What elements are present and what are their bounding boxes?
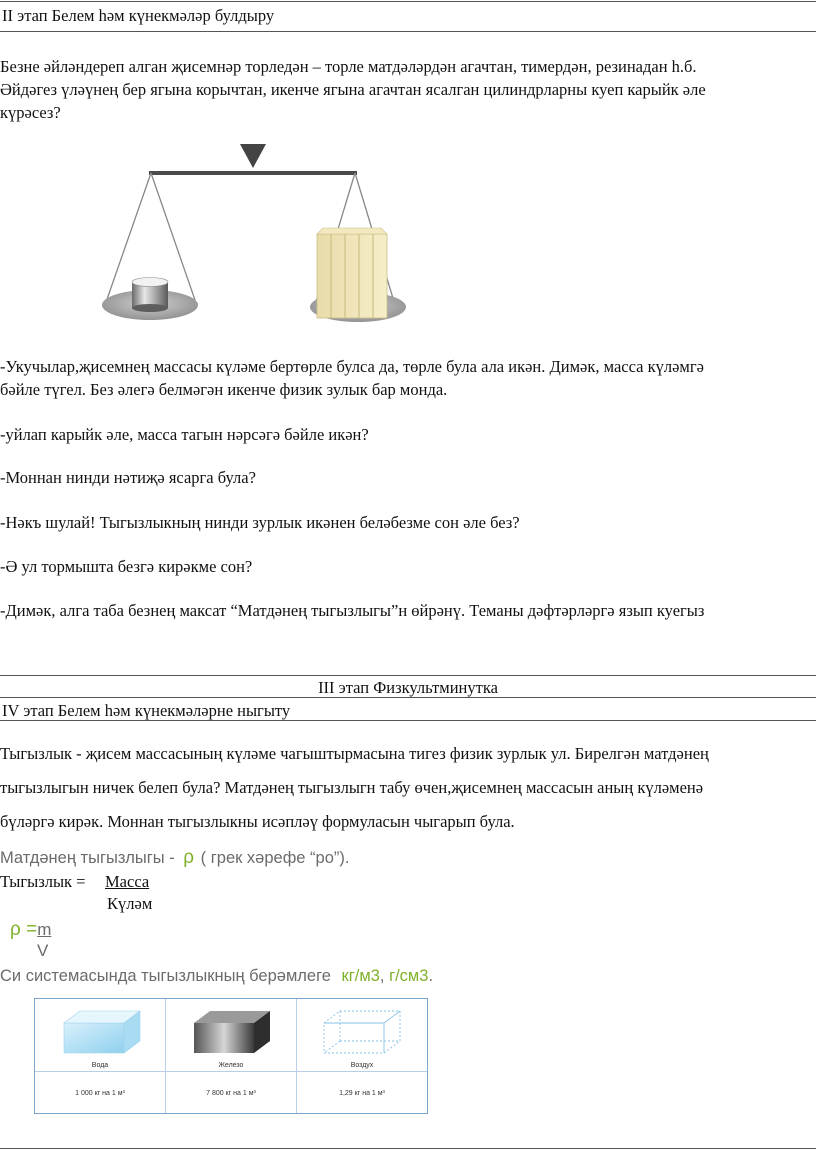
question: -Ә ул тормышта безгә кирәкме сон? — [0, 557, 253, 576]
units-separator: , — [379, 967, 385, 985]
rho-symbol: ρ — [183, 847, 195, 868]
unit-kg-m3: кг/м3 — [341, 967, 380, 985]
question: -Димәк, алга таба безнең максат “Матдәнең тыгызлыгы”н өйрәнү. Теманы дәфтәрләргә язып куегыз — [0, 601, 705, 620]
air-block-image — [320, 1009, 404, 1055]
section-3-rule-top — [0, 675, 816, 676]
section-4-heading: IV этап Белем һәм күнекмәләрне ныгыту — [2, 701, 291, 720]
question: -Моннан нинди нәтиҗә ясарга була? — [0, 468, 256, 487]
intro-text: күрәсез? — [0, 103, 61, 122]
formula-numerator: Масса — [105, 872, 150, 891]
intro-text: Безне әйләндереп алган җисемнәр торледән – торле матдәләрдән агачтан, тимердән, резинадан h.б. — [0, 57, 697, 76]
wooden-block — [317, 228, 387, 318]
volume-letter: V — [37, 941, 49, 960]
paragraph: бәйле түгел. Без әлегә белмәгән икенче физик зулык бар монда. — [0, 380, 448, 399]
paragraph: -Укучылар,җисемнең массасы күләме бертөрле булса да, төрле була ала икән. Димәк, масса күләмгә — [0, 357, 704, 376]
scale-beam — [149, 171, 357, 175]
definition-text: тыгызлыгын ничек белеп була? Матдәнең тыгызлыгн табу өчен,җисемнең массасын аның күләменә — [0, 778, 704, 797]
definition-text: Тыгызлык - җисем массасының күләме чагыштырмасына тигез физик зурлык ул. Бирелгән матдәнең — [0, 744, 709, 763]
section-2-rule — [0, 31, 816, 32]
density-label: Матдәнең тыгызлыгы - — [0, 849, 175, 867]
intro-text: Әйдәгез үләүнең бер ягына корычтан, икенче ягына агачтан ясалган цилиндрларны куеп карыйк әле — [0, 80, 706, 99]
formula-label: Тыгызлык = — [0, 872, 86, 891]
balance-scale-illustration — [95, 140, 435, 330]
material-name: Вода — [91, 1062, 109, 1069]
iron-block-image — [190, 1009, 274, 1055]
question: -уйлап карыйк әле, масса тагын нәрсәгә бәйле икән? — [0, 425, 369, 444]
units-period: . — [428, 967, 434, 985]
section-2-heading: II этап Белем һәм күнекмәләр булдыру — [2, 6, 275, 25]
top-rule — [0, 1, 816, 2]
material-density: 1 000 кг на 1 м³ — [75, 1090, 125, 1097]
formula-denominator: Күләм — [107, 894, 153, 913]
section-3-heading: III этап Физкультминутка — [318, 678, 498, 697]
material-name: Железо — [218, 1062, 244, 1069]
definition-text: бүләргә кирәк. Моннан тыгызлыкны исәпләү формуласын чыгарып була. — [0, 812, 515, 831]
rho-symbol: ρ = — [10, 919, 38, 940]
rho-formula — [10, 919, 51, 941]
section-4-rule — [0, 720, 816, 721]
material-density: 1,29 кг на 1 м³ — [339, 1090, 385, 1097]
material-density: 7 800 кг на 1 м³ — [206, 1090, 256, 1097]
material-name: Воздух — [350, 1062, 374, 1069]
units-label: Си системасында тыгызлыкның берәмлеге — [0, 967, 331, 985]
bottom-rule — [0, 1148, 816, 1149]
section-3-rule-bottom — [0, 697, 816, 698]
si-units-line — [0, 967, 433, 986]
question: -Нәкъ шулай! Тыгызлыкның нинди зурлык икәнен беләбезме сон әле без? — [0, 513, 520, 532]
density-definition — [0, 847, 349, 869]
unit-g-cm3: г/см3 — [389, 967, 429, 985]
mass-letter: m — [37, 920, 52, 939]
materials-table — [34, 998, 428, 1114]
greek-letter-note: ( грек хәрефе “ро”). — [200, 849, 350, 867]
water-block-image — [60, 1009, 144, 1055]
scale-pointer-icon — [240, 144, 266, 168]
